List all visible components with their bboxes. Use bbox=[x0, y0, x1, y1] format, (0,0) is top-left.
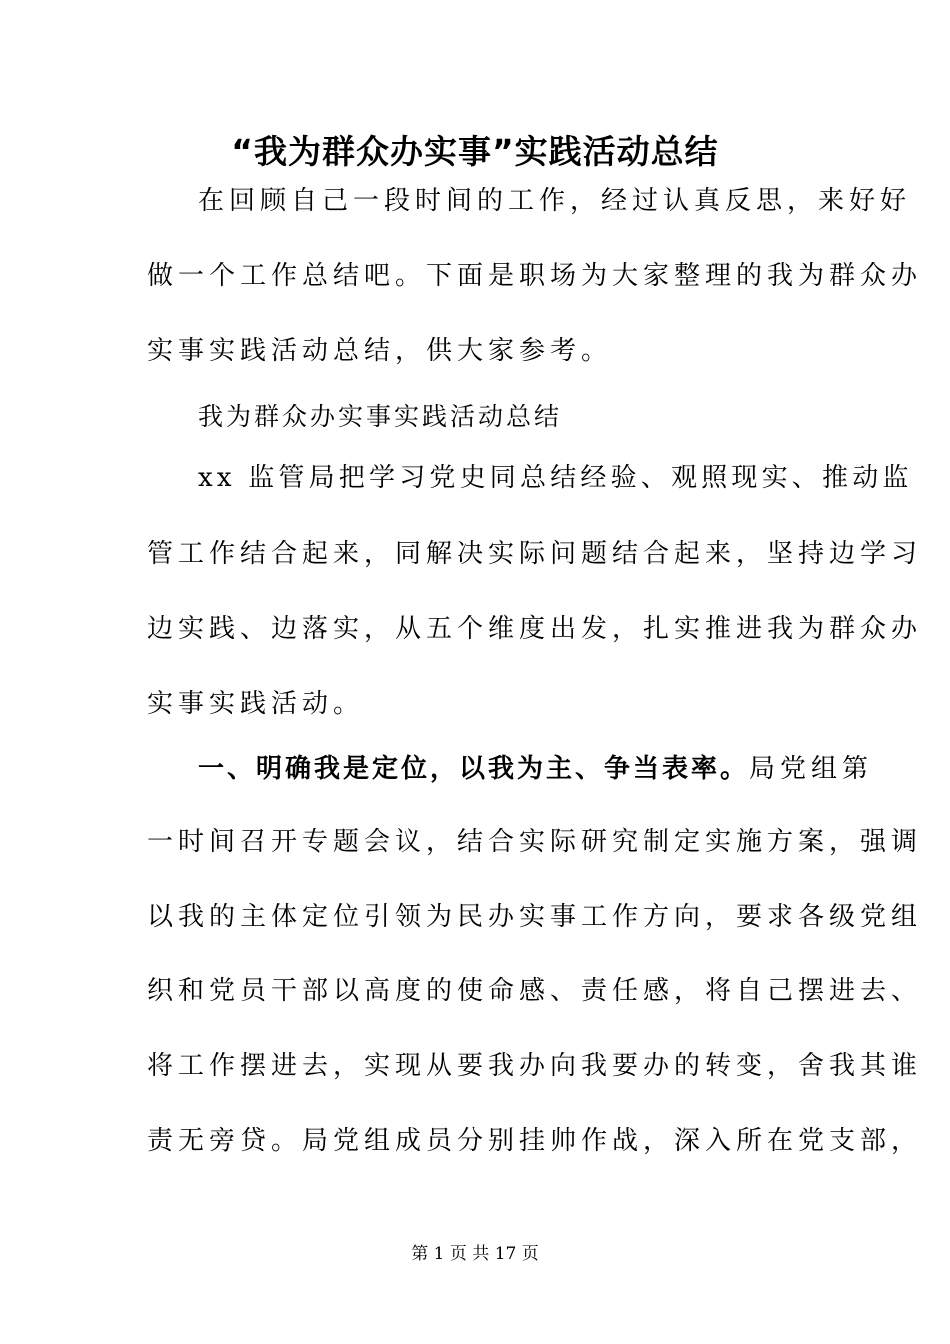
section1-first-line bbox=[198, 745, 874, 793]
section1-line-6: 责无旁贷。局党组成员分别挂帅作战，深入所在党支部， bbox=[147, 1126, 923, 1156]
section1-line-3: 以我的主体定位引领为民办实事工作方向，要求各级党组 bbox=[147, 902, 923, 932]
document-title: “我为群众办实事”实践活动总结 bbox=[231, 132, 719, 171]
para1-line-4: 实事实践活动。 bbox=[147, 689, 365, 719]
para1-line-1: xx 监管局把学习党史同总结经验、观照现实、推动监 bbox=[198, 463, 913, 493]
document-subtitle: 我为群众办实事实践活动总结 bbox=[198, 402, 563, 431]
intro-line-3: 实事实践活动总结，供大家参考。 bbox=[147, 336, 613, 366]
section1-line-5: 将工作摆进去，实现从要我办向我要办的转变，舍我其谁 bbox=[147, 1051, 923, 1081]
section1-first-tail: 局党组第 bbox=[749, 754, 874, 784]
section1-line-4: 织和党员干部以高度的使命感、责任感，将自己摆进去、 bbox=[147, 976, 923, 1006]
intro-line-1: 在回顾自己一段时间的工作，经过认真反思，来好好 bbox=[198, 186, 912, 216]
para1-line-3: 边实践、边落实，从五个维度出发，扎实推进我为群众办 bbox=[147, 614, 923, 644]
intro-line-2: 做一个工作总结吧。下面是职场为大家整理的我为群众办 bbox=[147, 261, 923, 291]
section1-line-2: 一时间召开专题会议，结合实际研究制定实施方案，强调 bbox=[147, 827, 923, 857]
para1-line-2: 管工作结合起来，同解决实际问题结合起来，坚持边学习 bbox=[147, 539, 923, 569]
page-number-footer: 第 1 页 共 17 页 bbox=[411, 1244, 539, 1264]
section1-heading: 一、明确我是定位，以我为主、争当表率。 bbox=[198, 754, 750, 784]
